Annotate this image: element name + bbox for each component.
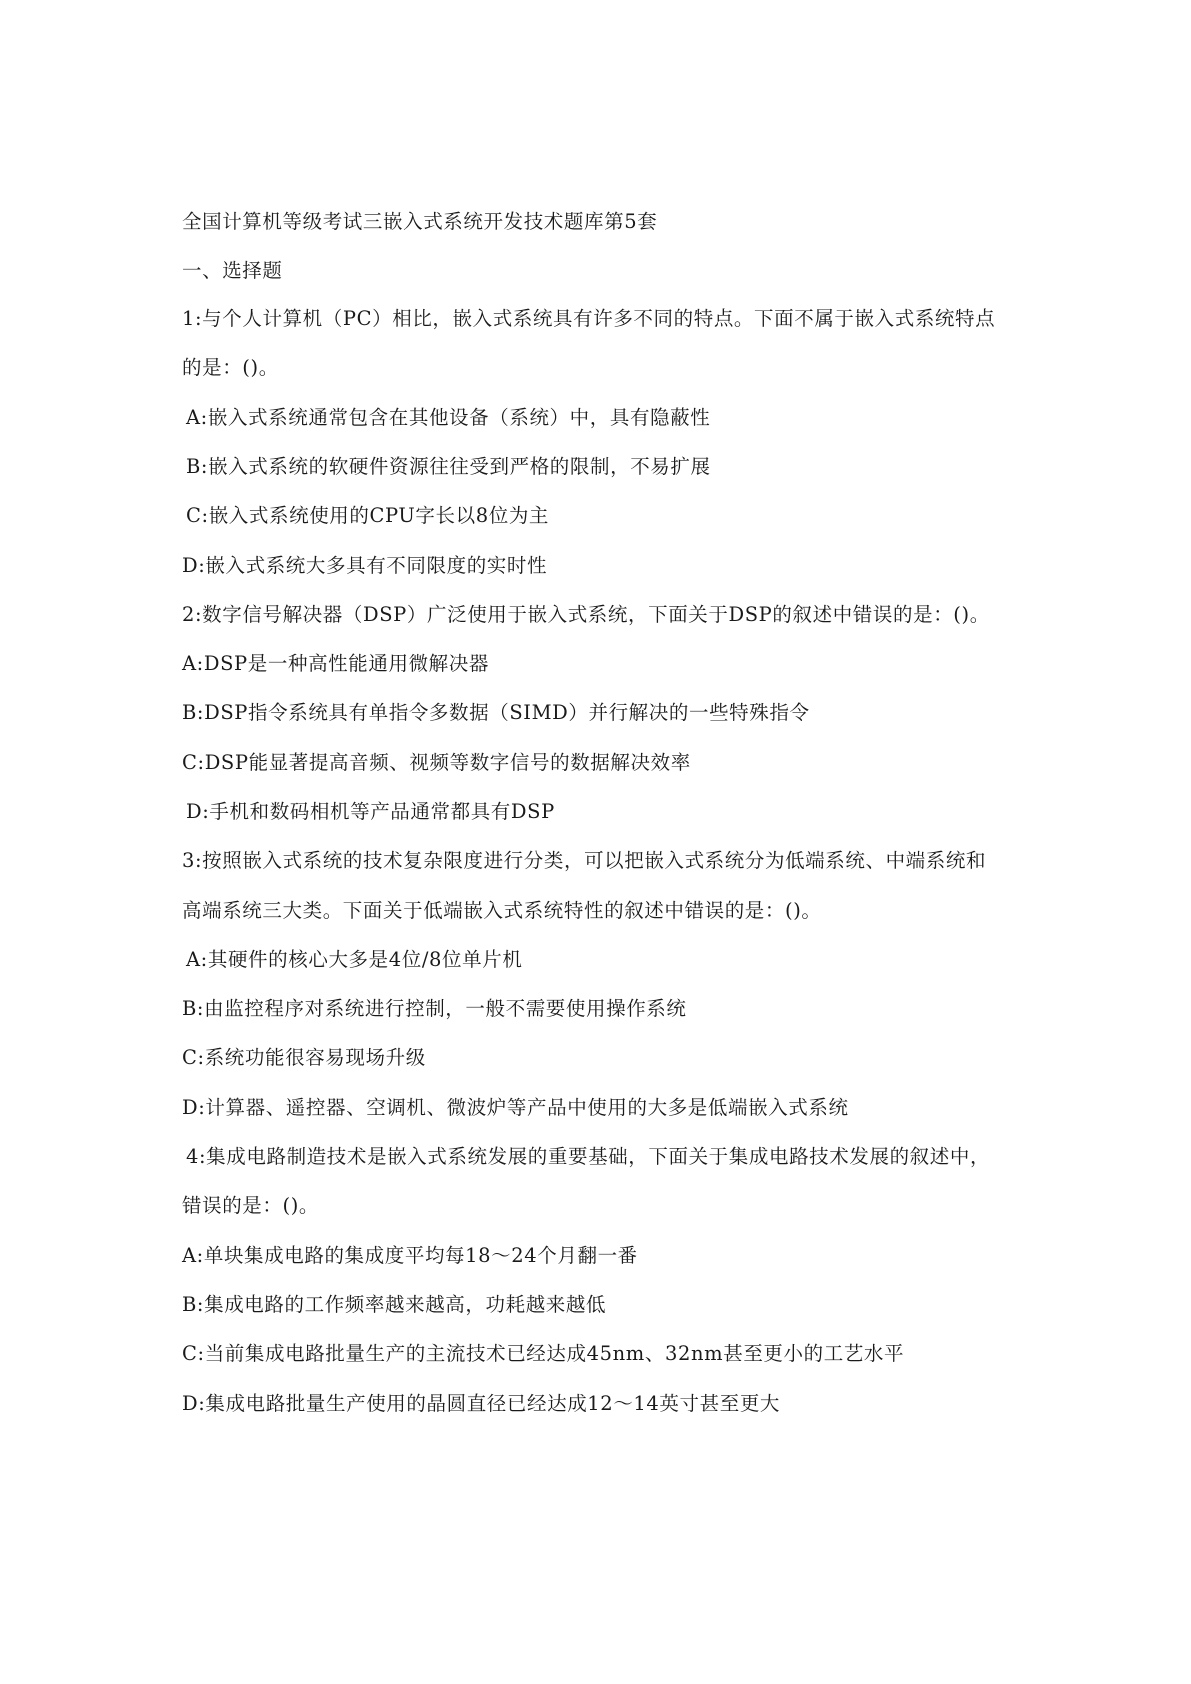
question-3-option-b: B:由监控程序对系统进行控制，一般不需要使用操作系统 — [182, 997, 687, 1020]
question-3-option-c: C:系统功能很容易现场升级 — [182, 1046, 426, 1069]
question-4-stem-line-1: 4:集成电路制造技术是嵌入式系统发展的重要基础，下面关于集成电路技术发展的叙述中， — [186, 1145, 991, 1168]
question-3-option-a: A:其硬件的核心大多是4位/8位单片机 — [186, 948, 523, 971]
document-title: 全国计算机等级考试三嵌入式系统开发技术题库第5套 — [182, 210, 658, 233]
question-1-stem-line-1: 1:与个人计算机（PC）相比，嵌入式系统具有许多不同的特点。下面不属于嵌入式系统特点 — [182, 307, 996, 330]
question-3-option-d: D:计算器、遥控器、空调机、微波炉等产品中使用的大多是低端嵌入式系统 — [182, 1096, 849, 1119]
question-2-stem-line-1: 2:数字信号解决器（DSP）广泛使用于嵌入式系统，下面关于DSP的叙述中错误的是：()。 — [182, 603, 990, 626]
question-4-option-c: C:当前集成电路批量生产的主流技术已经达成45nm、32nm甚至更小的工艺水平 — [182, 1342, 905, 1365]
question-1-option-a: A:嵌入式系统通常包含在其他设备（系统）中，具有隐蔽性 — [186, 406, 711, 429]
question-1-option-d: D:嵌入式系统大多具有不同限度的实时性 — [182, 554, 548, 577]
question-4-option-b: B:集成电路的工作频率越来越高，功耗越来越低 — [182, 1293, 607, 1316]
question-4-option-a: A:单块集成电路的集成度平均每18～24个月翻一番 — [182, 1244, 638, 1267]
question-2-option-b: B:DSP指令系统具有单指令多数据（SIMD）并行解决的一些特殊指令 — [182, 701, 810, 724]
section-heading: 一、选择题 — [182, 259, 283, 282]
question-2-option-d: D:手机和数码相机等产品通常都具有DSP — [186, 800, 555, 823]
question-3-stem-line-2: 高端系统三大类。下面关于低端嵌入式系统特性的叙述中错误的是：()。 — [182, 899, 822, 922]
question-1-option-c: C:嵌入式系统使用的CPU字长以8位为主 — [186, 504, 550, 527]
question-2-option-a: A:DSP是一种高性能通用微解决器 — [182, 652, 489, 675]
question-2-option-c: C:DSP能显著提高音频、视频等数字信号的数据解决效率 — [182, 751, 691, 774]
question-4-stem-line-2: 错误的是：()。 — [182, 1194, 320, 1217]
question-3-stem-line-1: 3:按照嵌入式系统的技术复杂限度进行分类，可以把嵌入式系统分为低端系统、中端系统和 — [182, 849, 987, 872]
question-1-option-b: B:嵌入式系统的软硬件资源往往受到严格的限制，不易扩展 — [186, 455, 711, 478]
question-4-option-d: D:集成电路批量生产使用的晶圆直径已经达成12～14英寸甚至更大 — [182, 1392, 781, 1415]
question-1-stem-line-2: 的是：()。 — [182, 356, 279, 379]
